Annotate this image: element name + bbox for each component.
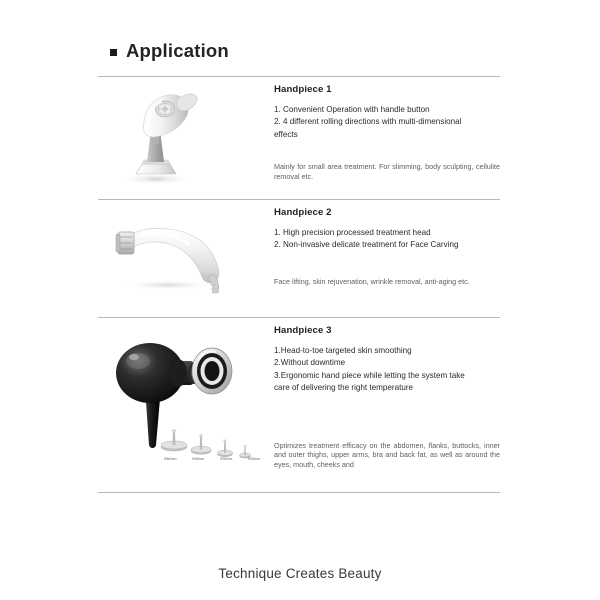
divider-after-section-3 (98, 492, 500, 493)
feature-item: 3.Ergonomic hand piece while letting the system take (274, 370, 465, 380)
feature-item: 1.Head-to-toe targeted skin smoothing (274, 346, 412, 355)
feature-item: effects (274, 129, 298, 139)
square-bullet-icon (110, 49, 117, 56)
section-handpiece-2 (98, 207, 500, 313)
handpiece-2-feature-list (274, 227, 500, 251)
section-handpiece-3 (98, 325, 500, 489)
feature-item: 2.Without downtime (274, 358, 346, 368)
handpiece-2-note: Face lifting, skin rejuvenation, wrinkle removal, anti-aging etc. (274, 276, 470, 286)
feature-item: 1. Convenient Operation with handle button (274, 105, 430, 114)
section-handpiece-1 (98, 84, 500, 196)
footer-tagline: Technique Creates Beauty (218, 566, 382, 581)
handpiece-3-image (98, 325, 270, 489)
tip-label: Φ45mm (191, 457, 205, 461)
handpiece-1-illustration (98, 84, 270, 196)
handpiece-1-text (274, 84, 500, 181)
handpiece-3-note: Optimizes treatment efficacy on the abdomen, flanks, buttocks, inner and outer thighs, upper arms, bra and back fat, as well as around the eyes, mouth, cheeks and (274, 440, 500, 469)
handpiece-2-illustration (98, 207, 270, 313)
divider-top (98, 76, 500, 77)
tip-labels-row (164, 451, 260, 461)
handpiece-1-note: Mainly for small area treatment. For slimming, body sculpting, cellulite removal etc. (274, 162, 500, 181)
page-title-row (110, 40, 229, 62)
handpiece-1-heading: Handpiece 1 (274, 84, 332, 95)
handpiece-2-text (274, 207, 500, 286)
handpiece-1-feature-list (274, 104, 500, 140)
feature-item: care of delivering the right temperature (274, 383, 414, 393)
handpiece-3-heading: Handpiece 3 (274, 325, 332, 336)
feature-item: 2. 4 different rolling directions with multi-dimensional (274, 117, 462, 127)
divider-after-section-2 (98, 317, 500, 318)
feature-item: 1. High precision processed treatment head (274, 228, 431, 237)
handpiece-2-heading: Handpiece 2 (274, 207, 332, 218)
feature-item: 2. Non-invasive delicate treatment for Face Carving (274, 240, 459, 250)
handpiece-1-image (98, 84, 270, 196)
divider-after-section-1 (98, 199, 500, 200)
tip-label: Φ30mm (219, 457, 233, 461)
handpiece-3-feature-list (274, 345, 500, 394)
page-title: Application (126, 40, 229, 61)
handpiece-3-text (274, 325, 500, 469)
tip-label: Φ20mm (247, 457, 260, 461)
tip-label: Φ60mm (164, 457, 177, 461)
handpiece-3-illustration (98, 325, 270, 489)
handpiece-2-image (98, 207, 270, 313)
